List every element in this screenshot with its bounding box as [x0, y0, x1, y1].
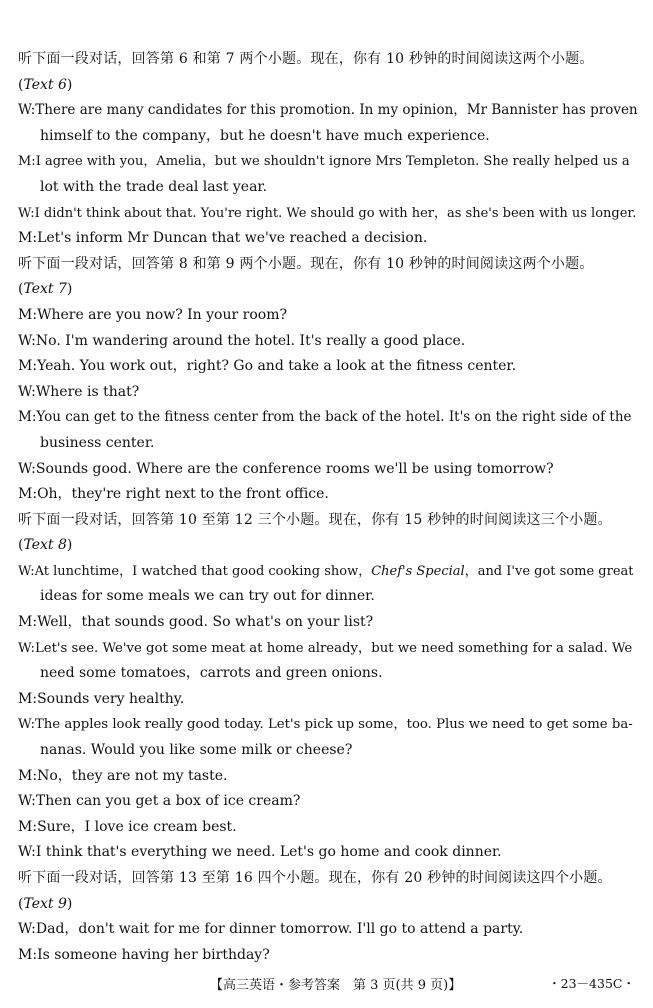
speaker-label: W: [18, 383, 36, 400]
dialogue-line [18, 405, 640, 431]
close-paren: ) [66, 76, 73, 93]
dialogue-text: Sounds good. Where are the conference rooms we'll be using tomorrow? [35, 460, 554, 477]
dialogue-text: Dad，don't wait for me for dinner tomorrow. I'll go to attend a party. [35, 921, 524, 938]
dialogue-text: Yeah. You work out，right? Go and take a look at the fitness center. [37, 358, 517, 375]
dialogue-text: No，they are not my taste. [37, 767, 228, 784]
section-name: Text 8 [23, 537, 67, 554]
speaker-label: M: [18, 690, 38, 707]
speaker-label: W: [18, 793, 36, 810]
speaker-label: W: [18, 563, 35, 579]
speaker-label: W: [18, 460, 36, 477]
dialogue-text: Where is that? [35, 383, 140, 400]
speaker-label: M: [18, 306, 38, 323]
dialogue-continuation: himself to the company，but he doesn't have much experience. [40, 127, 490, 144]
instruction-line: 听下面一段对话，回答第 13 至第 16 四个小题。现在，你有 20 秒钟的时间阅读这四个小题。 [18, 870, 612, 886]
section-name: Text 7 [23, 281, 67, 298]
footer-code: ・23－435C・ [548, 976, 635, 991]
dialogue-text: Oh，they're right next to the front office. [37, 486, 329, 503]
open-paren: ( [18, 895, 24, 912]
dialogue-line [18, 226, 640, 252]
dialogue-line [18, 303, 640, 329]
speaker-label: M: [18, 767, 38, 784]
dialogue-line [18, 789, 640, 815]
dialogue-text: Is someone having her birthday? [37, 946, 270, 963]
speaker-label: W: [18, 717, 35, 733]
section-name: Text 6 [23, 76, 67, 93]
dialogue-line [18, 457, 640, 483]
speaker-label: W: [18, 844, 36, 861]
dialogue-line [18, 610, 640, 636]
dialogue-continuation: ideas for some meals we can try out for dinner. [40, 588, 375, 605]
speaker-label: M: [18, 818, 38, 835]
speaker-label: W: [18, 640, 35, 656]
instruction-line: 听下面一段对话，回答第 10 至第 12 三个小题。现在，你有 15 秒钟的时间阅读这三个小题。 [18, 511, 612, 528]
page-footer [0, 974, 653, 994]
dialogue-text: Well，that sounds good. So what's on your list? [37, 614, 374, 631]
dialogue-continuation: lot with the trade deal last year. [40, 178, 268, 195]
dialogue-text: I think that's everything we need. Let's go home and cook dinner. [35, 844, 502, 861]
dialogue-text: No. I'm wandering around the hotel. It's really a good place. [35, 332, 466, 349]
dialogue-text: Let's see. We've got some meat at home already，but we need something for a salad. We [34, 640, 633, 656]
dialogue-line [18, 815, 640, 841]
dialogue-continuation: need some tomatoes，carrots and green onions. [40, 665, 383, 682]
show-title: Chef's Special [371, 563, 465, 579]
text-section-label [18, 277, 640, 303]
speaker-label: W: [18, 921, 36, 938]
text-section-label [18, 533, 640, 559]
dialogue-text: The apples look really good today. Let's pick up some，too. Plus we need to get some ba- [34, 717, 633, 733]
dialogue-text: You can get to the fitness center from the back of the hotel. It's on the right side of the [36, 409, 632, 426]
dialogue-line [18, 559, 640, 585]
dialogue-text: Sure，I love ice cream best. [37, 818, 237, 835]
dialogue-line [18, 482, 640, 508]
open-paren: ( [18, 76, 24, 93]
dialogue-line [18, 764, 640, 790]
speaker-label: W: [18, 102, 36, 119]
speaker-label: M: [18, 614, 38, 631]
instruction-line: 听下面一段对话，回答第 8 和第 9 两个小题。现在，你有 10 秒钟的时间阅读这两个小题。 [18, 255, 594, 272]
dialogue-text: Sounds very healthy. [37, 690, 185, 707]
dialogue-text: There are many candidates for this promotion. In my opinion，Mr Bannister has proven [35, 102, 638, 119]
document-body [18, 47, 640, 968]
text-section-label [18, 73, 640, 99]
speaker-label: M: [18, 409, 37, 426]
dialogue-text: At lunchtime，I watched that good cooking show， [34, 563, 372, 579]
footer-page-info: 【高三英语・参考答案 第 3 页(共 9 页)】 [210, 978, 462, 993]
dialogue-line [18, 329, 640, 355]
open-paren: ( [18, 281, 24, 298]
dialogue-continuation: nanas. Would you like some milk or cheese? [40, 742, 353, 759]
open-paren: ( [18, 537, 24, 554]
dialogue-text: Then can you get a box of ice cream? [35, 793, 301, 810]
speaker-label: M: [18, 358, 38, 375]
dialogue-line [18, 943, 640, 969]
dialogue-text: Where are you now? In your room? [37, 306, 287, 323]
dialogue-line [18, 687, 640, 713]
dialogue-line [18, 380, 640, 406]
dialogue-line [18, 149, 640, 175]
dialogue-line [18, 917, 640, 943]
dialogue-line [18, 636, 640, 662]
dialogue-text: Let's inform Mr Duncan that we've reached a decision. [37, 230, 428, 247]
close-paren: ) [66, 537, 73, 554]
dialogue-text: I agree with you，Amelia，but we shouldn't ignore Mrs Templeton. She really helped us a [35, 154, 630, 170]
section-name: Text 9 [23, 895, 67, 912]
dialogue-line [18, 354, 640, 380]
speaker-label: M: [18, 230, 38, 247]
speaker-label: M: [18, 486, 38, 503]
speaker-label: W: [18, 332, 36, 349]
close-paren: ) [66, 895, 73, 912]
dialogue-text-after: ，and I've got some great [464, 563, 634, 579]
dialogue-continuation: business center. [40, 434, 155, 451]
speaker-label: M: [18, 154, 36, 170]
dialogue-line [18, 98, 640, 124]
speaker-label: W: [18, 205, 35, 221]
speaker-label: M: [18, 946, 38, 963]
dialogue-line [18, 712, 640, 738]
dialogue-text: I didn't think about that. You're right. We should go with her，as she's been with us longer. [34, 205, 637, 221]
dialogue-line [18, 201, 640, 227]
close-paren: ) [66, 281, 73, 298]
text-section-label [18, 892, 640, 918]
dialogue-line [18, 840, 640, 866]
instruction-line: 听下面一段对话，回答第 6 和第 7 两个小题。现在，你有 10 秒钟的时间阅读这两个小题。 [18, 51, 594, 67]
